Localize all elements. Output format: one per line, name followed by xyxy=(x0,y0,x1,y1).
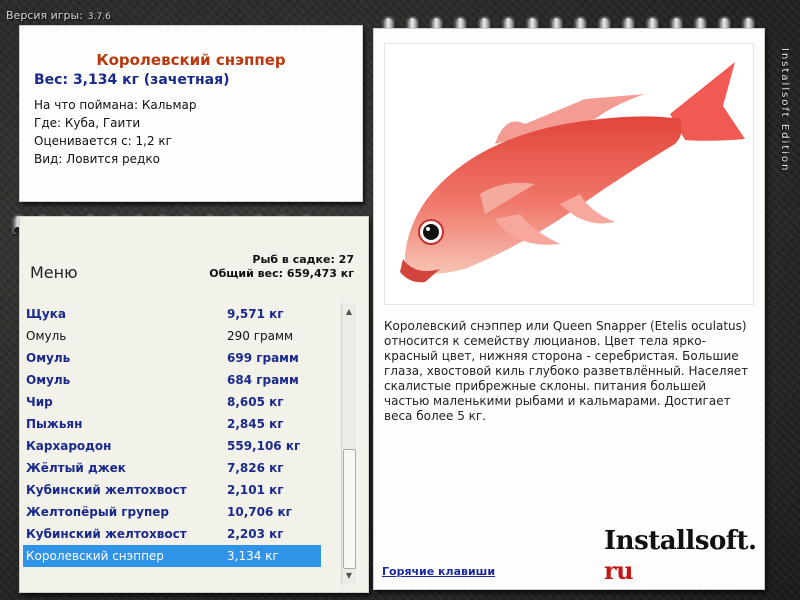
fish-item-name: Пыжьян xyxy=(26,417,83,431)
catch-info-card xyxy=(19,25,363,202)
list-item[interactable] xyxy=(23,369,321,391)
menu-title[interactable]: Меню xyxy=(30,263,78,282)
fish-item-weight: 2,845 кг xyxy=(227,417,284,431)
fish-item-name: Кубинский желтохвост xyxy=(26,483,187,497)
fish-list xyxy=(23,303,341,583)
list-item[interactable] xyxy=(23,435,321,457)
list-item[interactable] xyxy=(23,501,321,523)
hotkeys-link[interactable]: Горячие клавиши xyxy=(382,565,496,578)
total-weight: Общий вес: 659,473 кг xyxy=(209,267,354,280)
scroll-down-icon[interactable]: ▼ xyxy=(345,571,353,580)
fish-description: Королевский снэппер или Queen Snapper (Etelis oculatus) относится к семейству люцианов. Цвет тела ярко-красный цвет, нижняя сторона - серебристая. Большие глаза, хвостовой киль глубоко разветвлённый. Населяет скалистые прибрежные склоны. питания большей частью маленькими рыбами и кальмарами. Достигает веса более 5 кг. xyxy=(384,319,749,423)
installsoft-logo xyxy=(604,526,764,586)
min-weight-line: Оценивается с: 1,2 кг xyxy=(34,134,172,148)
fish-count: Рыб в садке: 27 xyxy=(252,253,354,266)
edition-watermark: Installsoft Edition xyxy=(779,48,790,173)
rarity-line: Вид: Ловится редко xyxy=(34,152,160,166)
logo-ru: ru xyxy=(604,556,634,585)
version-label xyxy=(6,9,111,22)
catch-stats xyxy=(209,253,354,281)
list-item[interactable] xyxy=(23,347,321,369)
menu-card xyxy=(19,216,369,593)
list-item[interactable] xyxy=(23,303,321,325)
fish-item-name: Чир xyxy=(26,395,53,409)
fish-name: Королевский снэппер xyxy=(96,51,286,69)
description-card xyxy=(373,28,765,590)
fish-item-name: Кархародон xyxy=(26,439,112,453)
fish-item-weight: 10,706 кг xyxy=(227,505,292,519)
version-number: 3.7.6 xyxy=(87,12,111,22)
fish-item-name: Омуль xyxy=(26,373,71,387)
scroll-up-icon[interactable]: ▲ xyxy=(345,307,353,316)
fish-item-weight: 699 грамм xyxy=(227,351,299,365)
list-scrollbar[interactable] xyxy=(341,303,356,585)
fish-item-weight: 8,605 кг xyxy=(227,395,284,409)
fish-item-name: Жёлтый джек xyxy=(26,461,126,475)
list-item[interactable] xyxy=(23,457,321,479)
version-text: Версия игры: xyxy=(6,9,83,22)
location-line: Где: Куба, Гаити xyxy=(34,116,141,130)
fish-item-name: Омуль xyxy=(26,351,71,365)
list-item[interactable] xyxy=(23,325,321,347)
fish-details xyxy=(34,96,197,168)
fish-item-name: Желтопёрый групер xyxy=(26,505,169,519)
fish-photo xyxy=(384,43,754,305)
scroll-thumb[interactable] xyxy=(343,449,356,569)
fish-item-weight: 2,101 кг xyxy=(227,483,284,497)
fish-item-weight: 684 грамм xyxy=(227,373,299,387)
fish-item-weight: 559,106 кг xyxy=(227,439,301,453)
list-item-selected[interactable] xyxy=(23,545,321,567)
fish-item-name: Королевский снэппер xyxy=(26,549,164,563)
logo-main: Installsoft. xyxy=(604,526,757,556)
fish-item-weight: 3,134 кг xyxy=(227,549,279,563)
fish-weight: Вес: 3,134 кг (зачетная) xyxy=(34,72,230,88)
list-item[interactable] xyxy=(23,391,321,413)
list-item[interactable] xyxy=(23,413,321,435)
list-item[interactable] xyxy=(23,523,321,545)
list-item[interactable] xyxy=(23,479,321,501)
snapper-image xyxy=(385,44,753,304)
fish-item-weight: 7,826 кг xyxy=(227,461,284,475)
bait-line: На что поймана: Кальмар xyxy=(34,98,197,112)
fish-item-weight: 9,571 кг xyxy=(227,307,284,321)
fish-item-name: Омуль xyxy=(26,329,67,343)
fish-item-name: Щука xyxy=(26,307,66,321)
fish-item-weight: 2,203 кг xyxy=(227,527,284,541)
fish-item-weight: 290 грамм xyxy=(227,329,294,343)
fish-item-name: Кубинский желтохвост xyxy=(26,527,187,541)
